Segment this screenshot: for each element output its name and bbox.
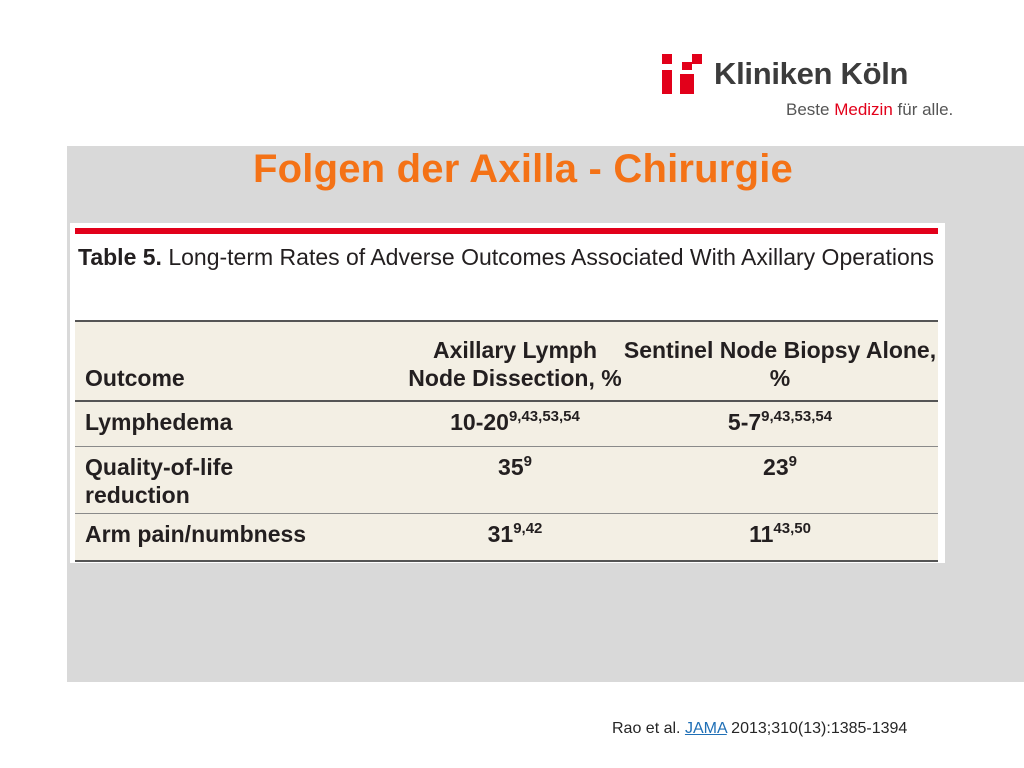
row-snb-value: $23^9$ bbox=[763, 453, 797, 480]
row-outcome: Quality-of-life reduction bbox=[85, 454, 234, 508]
row-snb-value: 11$^{43,50}$ bbox=[749, 520, 811, 547]
header-outcome: Outcome bbox=[85, 365, 185, 391]
row-ald-value: 10-20$^{9,43,53,54}$ bbox=[450, 408, 580, 435]
table-row bbox=[75, 447, 938, 514]
table-row bbox=[75, 514, 938, 558]
table-top-rule bbox=[75, 228, 938, 234]
kliniken-koeln-logo bbox=[662, 50, 982, 130]
slide-title: Folgen der Axilla - Chirurgie bbox=[253, 147, 793, 191]
table-card bbox=[70, 223, 945, 563]
header-snb: Sentinel Node Biopsy Alone, % bbox=[623, 337, 937, 391]
row-ald-value: $35^9$ bbox=[498, 453, 532, 480]
logo-mark-icon bbox=[662, 54, 706, 96]
table-row bbox=[75, 402, 938, 447]
outcomes-table bbox=[75, 320, 938, 562]
table-header-row bbox=[75, 322, 938, 402]
row-outcome: Lymphedema bbox=[85, 409, 233, 435]
row-ald-value: 31$^{9,42}$ bbox=[487, 520, 543, 547]
logo-name: Kliniken Köln bbox=[714, 56, 909, 91]
citation: Rao et al. JAMA 2013;310(13):1385-1394 bbox=[612, 720, 908, 737]
header-ald: Axillary Lymph Node Dissection, % bbox=[408, 337, 622, 391]
logo-claim: Beste Medizin für alle. bbox=[786, 100, 954, 119]
row-outcome: Arm pain/numbness bbox=[85, 521, 307, 547]
table-caption: Table 5. Long-term Rates of Adverse Outcomes Associated With Axillary Operations bbox=[78, 244, 935, 270]
row-snb-value: 5-7$^{9,43,53,54}$ bbox=[727, 408, 833, 435]
jama-link[interactable]: JAMA bbox=[684, 720, 727, 737]
